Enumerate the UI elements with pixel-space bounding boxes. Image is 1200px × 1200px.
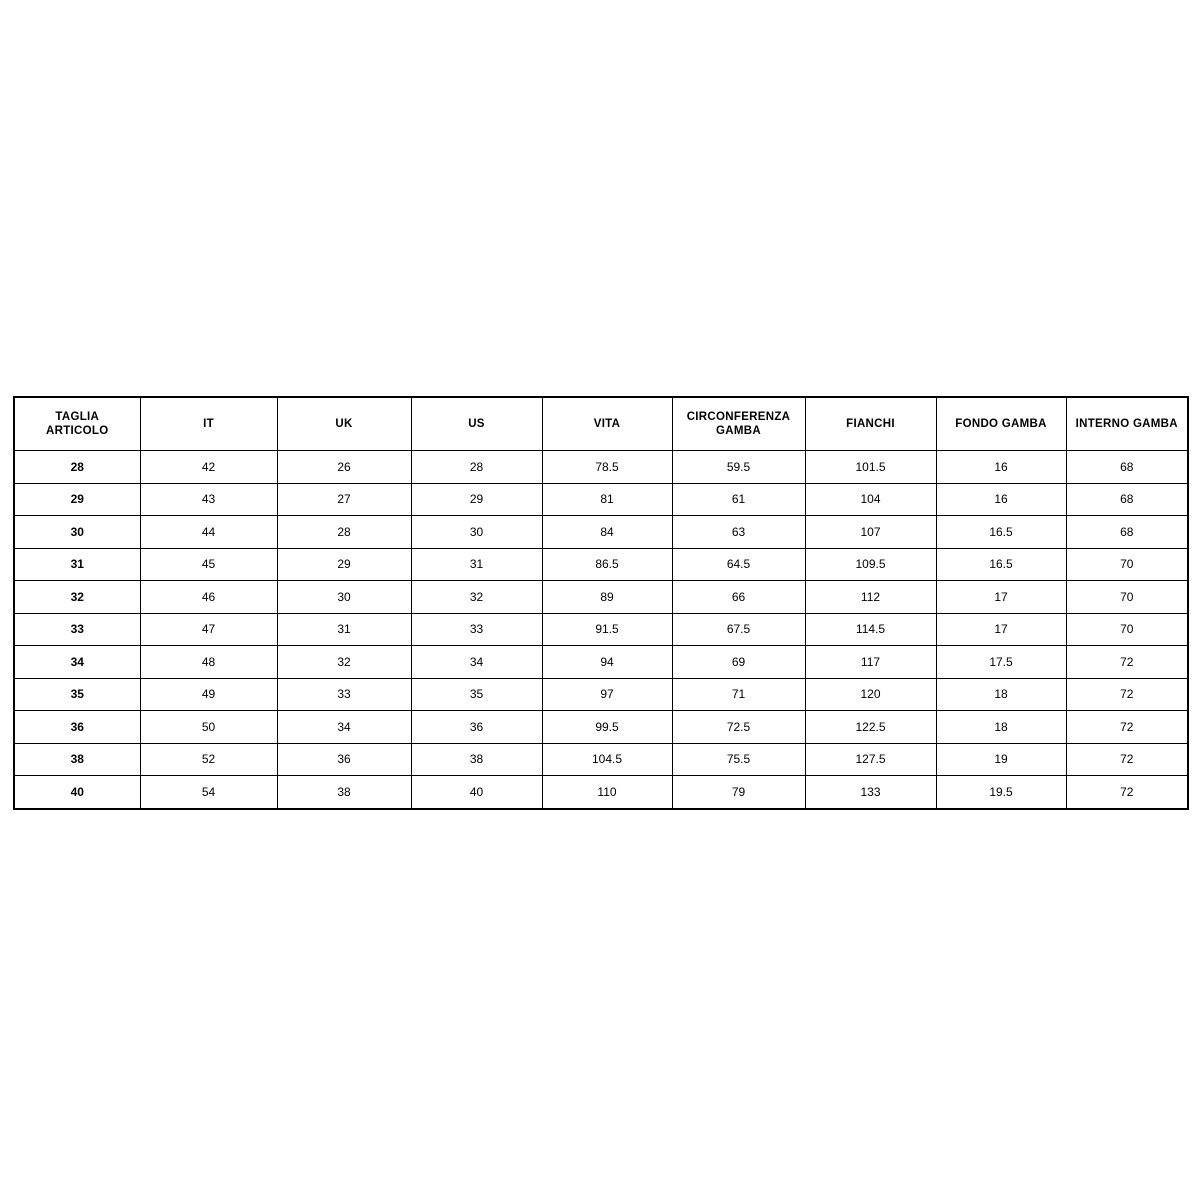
table-cell: 42 (140, 451, 277, 484)
table-cell: 133 (805, 776, 936, 809)
table-cell: 69 (672, 646, 805, 679)
column-header-it: IT (140, 397, 277, 451)
table-row (14, 613, 1188, 646)
size-chart-container (13, 396, 1187, 810)
table-cell: 122.5 (805, 711, 936, 744)
table-cell: 16.5 (936, 548, 1066, 581)
table-cell: 94 (542, 646, 672, 679)
table-cell: 68 (1066, 516, 1188, 549)
table-cell: 117 (805, 646, 936, 679)
table-cell: 30 (277, 581, 411, 614)
table-cell: 86.5 (542, 548, 672, 581)
table-cell: 97 (542, 678, 672, 711)
table-row (14, 678, 1188, 711)
column-header-circonferenza-line2: GAMBA (716, 425, 761, 437)
table-cell: 52 (140, 743, 277, 776)
table-cell: 72 (1066, 646, 1188, 679)
table-cell: 17 (936, 581, 1066, 614)
table-cell: 44 (140, 516, 277, 549)
table-cell-size: 28 (14, 451, 140, 484)
table-header (14, 397, 1188, 451)
table-cell-size: 33 (14, 613, 140, 646)
table-cell: 43 (140, 483, 277, 516)
table-cell: 112 (805, 581, 936, 614)
column-header-us: US (411, 397, 542, 451)
column-header-vita: VITA (542, 397, 672, 451)
table-cell: 48 (140, 646, 277, 679)
table-cell-size: 32 (14, 581, 140, 614)
table-row (14, 516, 1188, 549)
table-cell: 89 (542, 581, 672, 614)
table-cell: 68 (1066, 483, 1188, 516)
table-cell: 66 (672, 581, 805, 614)
table-row (14, 646, 1188, 679)
column-header-taglia-articolo (14, 397, 140, 451)
table-cell: 27 (277, 483, 411, 516)
table-cell: 72 (1066, 776, 1188, 809)
table-cell: 19 (936, 743, 1066, 776)
table-cell: 18 (936, 678, 1066, 711)
table-body (14, 451, 1188, 809)
table-cell: 70 (1066, 548, 1188, 581)
table-cell: 17 (936, 613, 1066, 646)
table-cell: 40 (411, 776, 542, 809)
table-cell-size: 35 (14, 678, 140, 711)
table-cell: 70 (1066, 581, 1188, 614)
column-header-circonferenza-line1: CIRCONFERENZA (686, 410, 791, 423)
table-cell: 36 (411, 711, 542, 744)
table-row (14, 581, 1188, 614)
table-cell: 34 (411, 646, 542, 679)
table-cell: 29 (277, 548, 411, 581)
table-cell: 71 (672, 678, 805, 711)
table-cell: 31 (411, 548, 542, 581)
table-cell: 32 (411, 581, 542, 614)
table-cell: 72 (1066, 678, 1188, 711)
column-header-taglia-line1: TAGLIA (55, 410, 100, 423)
table-cell: 28 (277, 516, 411, 549)
table-cell: 78.5 (542, 451, 672, 484)
table-cell: 17.5 (936, 646, 1066, 679)
column-header-interno-gamba: INTERNO GAMBA (1066, 397, 1188, 451)
table-cell: 32 (277, 646, 411, 679)
table-cell: 104.5 (542, 743, 672, 776)
table-cell: 127.5 (805, 743, 936, 776)
table-cell-size: 30 (14, 516, 140, 549)
table-cell: 114.5 (805, 613, 936, 646)
table-cell-size: 40 (14, 776, 140, 809)
table-cell: 84 (542, 516, 672, 549)
column-header-fondo-gamba: FONDO GAMBA (936, 397, 1066, 451)
table-cell: 72 (1066, 743, 1188, 776)
table-cell: 26 (277, 451, 411, 484)
table-cell-size: 34 (14, 646, 140, 679)
table-cell: 46 (140, 581, 277, 614)
table-cell: 64.5 (672, 548, 805, 581)
table-cell: 70 (1066, 613, 1188, 646)
table-cell: 63 (672, 516, 805, 549)
table-cell: 33 (411, 613, 542, 646)
table-cell-size: 36 (14, 711, 140, 744)
table-cell: 49 (140, 678, 277, 711)
table-cell: 16 (936, 451, 1066, 484)
table-row (14, 776, 1188, 809)
table-cell: 18 (936, 711, 1066, 744)
table-row (14, 483, 1188, 516)
table-row (14, 711, 1188, 744)
table-cell: 16.5 (936, 516, 1066, 549)
table-cell: 35 (411, 678, 542, 711)
table-cell: 38 (411, 743, 542, 776)
column-header-fianchi: FIANCHI (805, 397, 936, 451)
table-cell: 75.5 (672, 743, 805, 776)
table-cell: 45 (140, 548, 277, 581)
table-cell: 33 (277, 678, 411, 711)
table-cell: 99.5 (542, 711, 672, 744)
table-cell: 110 (542, 776, 672, 809)
table-cell: 91.5 (542, 613, 672, 646)
table-cell: 31 (277, 613, 411, 646)
table-cell: 72.5 (672, 711, 805, 744)
table-cell: 81 (542, 483, 672, 516)
table-row (14, 451, 1188, 484)
column-header-taglia-line2: ARTICOLO (46, 425, 109, 437)
table-row (14, 548, 1188, 581)
table-cell: 34 (277, 711, 411, 744)
table-cell: 72 (1066, 711, 1188, 744)
table-cell: 29 (411, 483, 542, 516)
table-cell: 59.5 (672, 451, 805, 484)
table-cell: 68 (1066, 451, 1188, 484)
size-chart-table (13, 396, 1189, 810)
table-cell: 79 (672, 776, 805, 809)
table-cell: 36 (277, 743, 411, 776)
table-cell: 16 (936, 483, 1066, 516)
table-cell: 47 (140, 613, 277, 646)
table-cell: 54 (140, 776, 277, 809)
table-cell: 19.5 (936, 776, 1066, 809)
table-cell: 104 (805, 483, 936, 516)
table-row (14, 743, 1188, 776)
table-cell: 109.5 (805, 548, 936, 581)
table-header-row (14, 397, 1188, 451)
table-cell: 30 (411, 516, 542, 549)
table-cell: 50 (140, 711, 277, 744)
table-cell: 38 (277, 776, 411, 809)
table-cell: 120 (805, 678, 936, 711)
table-cell-size: 38 (14, 743, 140, 776)
column-header-circonferenza-gamba (672, 397, 805, 451)
table-cell-size: 29 (14, 483, 140, 516)
table-cell-size: 31 (14, 548, 140, 581)
table-cell: 67.5 (672, 613, 805, 646)
table-cell: 28 (411, 451, 542, 484)
column-header-uk: UK (277, 397, 411, 451)
table-cell: 101.5 (805, 451, 936, 484)
table-cell: 61 (672, 483, 805, 516)
table-cell: 107 (805, 516, 936, 549)
